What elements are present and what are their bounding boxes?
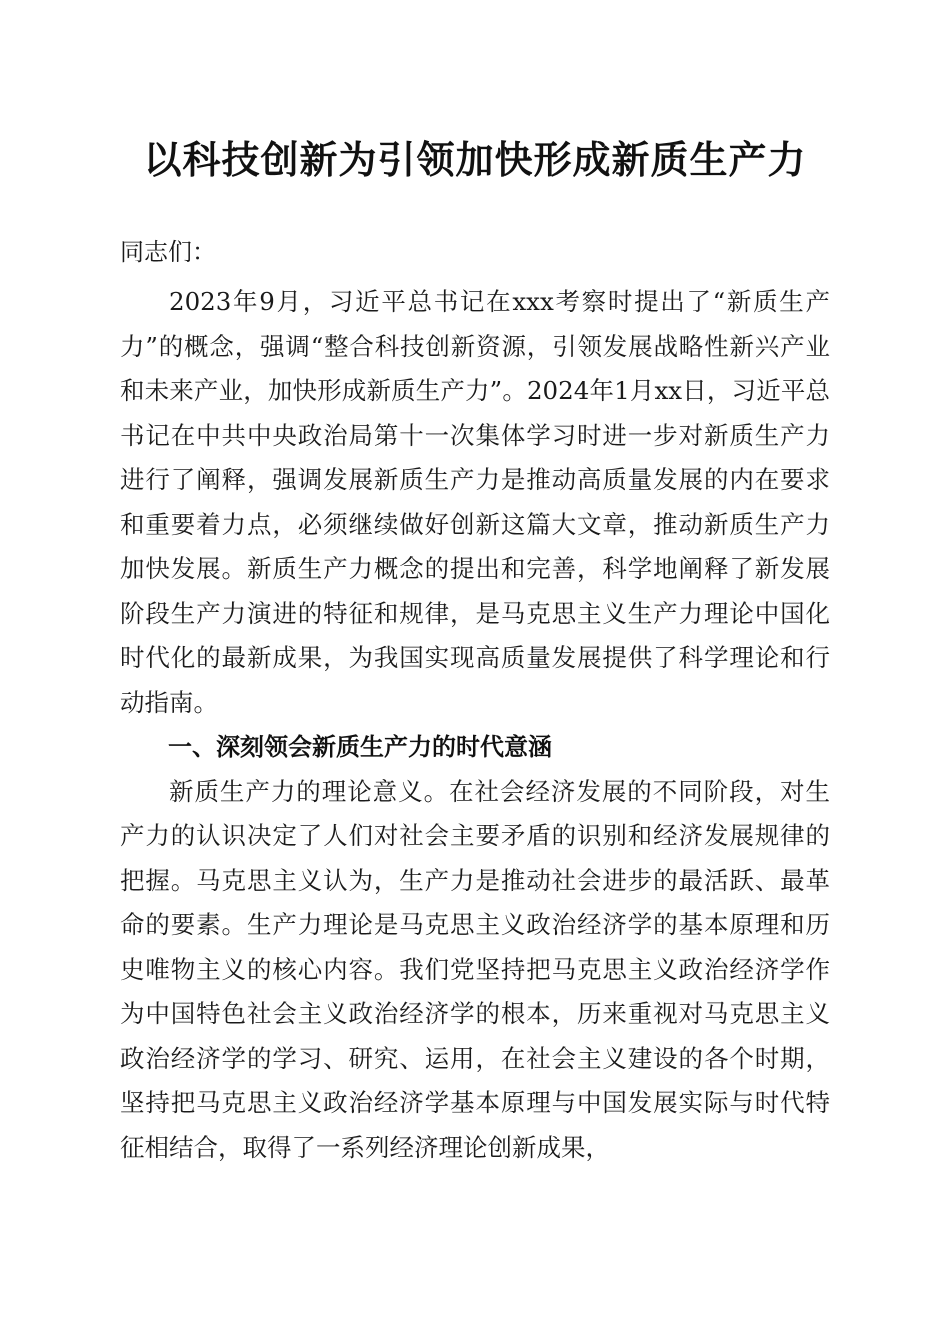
document-body	[120, 280, 830, 1170]
document-title: 以科技创新为引领加快形成新质生产力	[143, 137, 807, 182]
intro-paragraph: 2023年9月，习近平总书记在xxx考察时提出了“新质生产力”的概念，强调“整合科技创新资源，引领发展战略性新兴产业和未来产业，加快形成新质生产力”。2024年1月xx日，习近平总书记在中共中央政治局第十一次集体学习时进一步对新质生产力进行了阐释，强调发展新质生产力是推动高质量发展的内在要求和重要着力点，必须继续做好创新这篇大文章，推动新质生产力加快发展。新质生产力概念的提出和完善，科学地阐释了新发展阶段生产力演进的特征和规律，是马克思主义生产力理论中国化时代化的最新成果，为我国实现高质量发展提供了科学理论和行动指南。	[120, 287, 830, 717]
section-paragraph: 新质生产力的理论意义。在社会经济发展的不同阶段，对生产力的认识决定了人们对社会主要矛盾的识别和经济发展规律的把握。马克思主义认为，生产力是推动社会进步的最活跃、最革命的要素。生产力理论是马克思主义政治经济学的基本原理和历史唯物主义的核心内容。我们党坚持把马克思主义政治经济学作为中国特色社会主义政治经济学的根本，历来重视对马克思主义政治经济学的学习、研究、运用，在社会主义建设的各个时期，坚持把马克思主义政治经济学基本原理与中国发展实际与时代特征相结合，取得了一系列经济理论创新成果，	[120, 776, 830, 1162]
section-heading: 一、深刻领会新质生产力的时代意涵	[168, 733, 552, 761]
salutation: 同志们：	[120, 238, 216, 266]
